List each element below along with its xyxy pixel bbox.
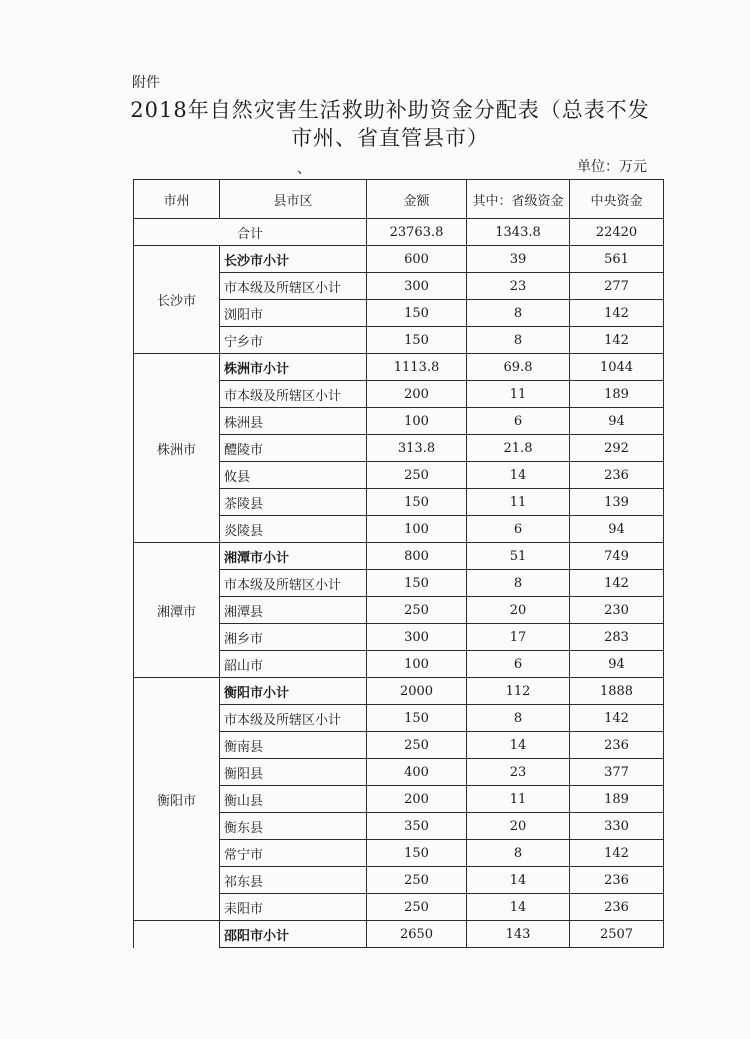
county-cell: 炎陵县 xyxy=(220,516,367,543)
county-cell: 攸县 xyxy=(220,462,367,489)
central-cell: 189 xyxy=(570,786,664,813)
amount-cell: 400 xyxy=(367,759,467,786)
central-cell: 142 xyxy=(570,570,664,597)
county-cell: 湘潭县 xyxy=(220,597,367,624)
provincial-cell: 23 xyxy=(467,273,570,300)
provincial-cell: 23 xyxy=(467,759,570,786)
title-line-1: 2018年自然灾害生活救助补助资金分配表（总表不发 xyxy=(130,98,650,122)
county-cell: 市本级及所辖区小计 xyxy=(220,381,367,408)
county-cell: 衡山县 xyxy=(220,786,367,813)
total-amount: 23763.8 xyxy=(367,219,467,246)
allocation-table xyxy=(133,179,664,948)
subtotal-row xyxy=(134,921,664,948)
central-cell: 236 xyxy=(570,462,664,489)
central-cell: 292 xyxy=(570,435,664,462)
provincial-cell: 11 xyxy=(467,381,570,408)
provincial-cell: 69.8 xyxy=(467,354,570,381)
amount-cell: 800 xyxy=(367,543,467,570)
provincial-cell: 8 xyxy=(467,705,570,732)
provincial-cell: 14 xyxy=(467,867,570,894)
county-cell: 湘潭市小计 xyxy=(220,543,367,570)
total-label: 合计 xyxy=(134,219,367,246)
amount-cell: 150 xyxy=(367,705,467,732)
central-cell: 1044 xyxy=(570,354,664,381)
city-cell: 湘潭市 xyxy=(134,543,220,678)
amount-cell: 100 xyxy=(367,408,467,435)
provincial-cell: 20 xyxy=(467,597,570,624)
central-cell: 236 xyxy=(570,732,664,759)
central-cell: 277 xyxy=(570,273,664,300)
total-row xyxy=(134,219,664,246)
header-row xyxy=(134,180,664,219)
amount-cell: 313.8 xyxy=(367,435,467,462)
county-cell: 衡阳市小计 xyxy=(220,678,367,705)
header-county: 县市区 xyxy=(220,180,367,219)
central-cell: 283 xyxy=(570,624,664,651)
provincial-cell: 8 xyxy=(467,300,570,327)
subtotal-row xyxy=(134,246,664,273)
central-cell: 142 xyxy=(570,300,664,327)
central-cell: 142 xyxy=(570,840,664,867)
central-cell: 749 xyxy=(570,543,664,570)
subtotal-row xyxy=(134,354,664,381)
title-line-2: 市州、省直管县市） xyxy=(291,126,489,150)
attachment-label: 附件 xyxy=(132,75,160,91)
county-cell: 株洲县 xyxy=(220,408,367,435)
stray-mark: 、 xyxy=(297,161,311,177)
county-cell: 衡东县 xyxy=(220,813,367,840)
amount-cell: 600 xyxy=(367,246,467,273)
provincial-cell: 14 xyxy=(467,462,570,489)
subtotal-row xyxy=(134,678,664,705)
county-cell: 市本级及所辖区小计 xyxy=(220,570,367,597)
subtotal-row xyxy=(134,543,664,570)
amount-cell: 350 xyxy=(367,813,467,840)
amount-cell: 200 xyxy=(367,381,467,408)
county-cell: 祁东县 xyxy=(220,867,367,894)
county-cell: 邵阳市小计 xyxy=(220,921,367,948)
central-cell: 94 xyxy=(570,516,664,543)
amount-cell: 300 xyxy=(367,273,467,300)
central-cell: 189 xyxy=(570,381,664,408)
document-title xyxy=(120,96,660,152)
provincial-cell: 11 xyxy=(467,786,570,813)
central-cell: 1888 xyxy=(570,678,664,705)
county-cell: 长沙市小计 xyxy=(220,246,367,273)
header-provincial: 其中：省级资金 xyxy=(467,180,570,219)
amount-cell: 2650 xyxy=(367,921,467,948)
amount-cell: 250 xyxy=(367,597,467,624)
amount-cell: 300 xyxy=(367,624,467,651)
amount-cell: 250 xyxy=(367,867,467,894)
amount-cell: 200 xyxy=(367,786,467,813)
provincial-cell: 8 xyxy=(467,327,570,354)
amount-cell: 100 xyxy=(367,516,467,543)
unit-label: 单位：万元 xyxy=(577,159,647,175)
central-cell: 142 xyxy=(570,705,664,732)
amount-cell: 150 xyxy=(367,300,467,327)
central-cell: 236 xyxy=(570,867,664,894)
city-cell xyxy=(134,921,220,948)
provincial-cell: 112 xyxy=(467,678,570,705)
central-cell: 94 xyxy=(570,651,664,678)
provincial-cell: 39 xyxy=(467,246,570,273)
amount-cell: 250 xyxy=(367,894,467,921)
county-cell: 茶陵县 xyxy=(220,489,367,516)
amount-cell: 250 xyxy=(367,462,467,489)
provincial-cell: 20 xyxy=(467,813,570,840)
county-cell: 市本级及所辖区小计 xyxy=(220,273,367,300)
county-cell: 醴陵市 xyxy=(220,435,367,462)
amount-cell: 1113.8 xyxy=(367,354,467,381)
header-amount: 金额 xyxy=(367,180,467,219)
central-cell: 2507 xyxy=(570,921,664,948)
total-central: 22420 xyxy=(570,219,664,246)
county-cell: 湘乡市 xyxy=(220,624,367,651)
city-cell: 衡阳市 xyxy=(134,678,220,921)
county-cell: 韶山市 xyxy=(220,651,367,678)
county-cell: 株洲市小计 xyxy=(220,354,367,381)
provincial-cell: 21.8 xyxy=(467,435,570,462)
central-cell: 377 xyxy=(570,759,664,786)
amount-cell: 100 xyxy=(367,651,467,678)
provincial-cell: 6 xyxy=(467,651,570,678)
central-cell: 230 xyxy=(570,597,664,624)
central-cell: 330 xyxy=(570,813,664,840)
provincial-cell: 51 xyxy=(467,543,570,570)
county-cell: 浏阳市 xyxy=(220,300,367,327)
provincial-cell: 11 xyxy=(467,489,570,516)
amount-cell: 2000 xyxy=(367,678,467,705)
central-cell: 561 xyxy=(570,246,664,273)
provincial-cell: 6 xyxy=(467,516,570,543)
central-cell: 142 xyxy=(570,327,664,354)
county-cell: 衡南县 xyxy=(220,732,367,759)
header-city: 市州 xyxy=(134,180,220,219)
county-cell: 常宁市 xyxy=(220,840,367,867)
central-cell: 94 xyxy=(570,408,664,435)
county-cell: 宁乡市 xyxy=(220,327,367,354)
provincial-cell: 14 xyxy=(467,732,570,759)
provincial-cell: 8 xyxy=(467,570,570,597)
county-cell: 耒阳市 xyxy=(220,894,367,921)
city-cell: 长沙市 xyxy=(134,246,220,354)
table-body xyxy=(134,219,664,948)
amount-cell: 250 xyxy=(367,732,467,759)
county-cell: 衡阳县 xyxy=(220,759,367,786)
provincial-cell: 6 xyxy=(467,408,570,435)
provincial-cell: 17 xyxy=(467,624,570,651)
header-central: 中央资金 xyxy=(570,180,664,219)
amount-cell: 150 xyxy=(367,840,467,867)
provincial-cell: 143 xyxy=(467,921,570,948)
county-cell: 市本级及所辖区小计 xyxy=(220,705,367,732)
amount-cell: 150 xyxy=(367,489,467,516)
provincial-cell: 14 xyxy=(467,894,570,921)
central-cell: 236 xyxy=(570,894,664,921)
amount-cell: 150 xyxy=(367,327,467,354)
central-cell: 139 xyxy=(570,489,664,516)
provincial-cell: 8 xyxy=(467,840,570,867)
total-provincial: 1343.8 xyxy=(467,219,570,246)
city-cell: 株洲市 xyxy=(134,354,220,543)
amount-cell: 150 xyxy=(367,570,467,597)
